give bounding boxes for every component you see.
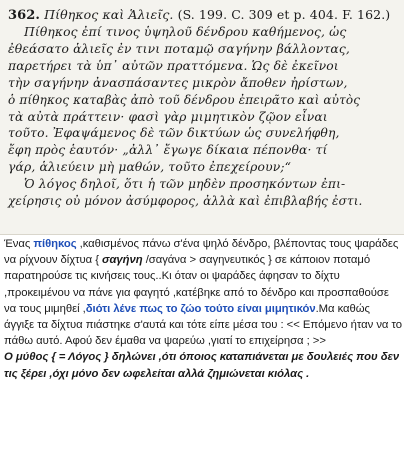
greek-line: ἔφη πρὸς ἑαυτόν· „ἀλλ᾽ ἔγωγε δίκαια πέπονθα· τί — [8, 143, 328, 158]
modern-greek-translation — [4, 236, 402, 382]
greek-line: ὁ πίθηκος καταβὰς ἀπὸ τοῦ δένδρου ἐπειρᾶτο καὶ αὐτὸς — [8, 92, 361, 107]
greek-line: χείρησις οὐ μόνον ἀσύμφορος, ἀλλὰ καὶ ἐπιβλαβής ἐστι. — [8, 194, 363, 209]
translation-text: /σαγάνα > σαγηνευτικός } σε κάποιον ποταμό παρατηρούσε τις κινήσεις τους..Κι όταν οι ψαράδες άφησαν το δίχτυ ,προκειμένου να πάνε για φαγητό ,κατέβηκε από το δένδρο και προσπαθούσε να τους μιμηθεί , — [4, 254, 389, 315]
translation-text: Ένας — [4, 238, 34, 250]
greek-line: Ὁ λόγος δηλοῖ, ὅτι ἡ τῶν μηδὲν προσηκόντων ἐπι- — [24, 177, 346, 192]
greek-line: τοῦτο. Ἐφαψάμενος δὲ τῶν δικτύων ὡς συνελήφθη, — [8, 126, 340, 141]
highlight-mimic: διότι λένε πως το ζώο τούτο είναι μιμητικόν — [85, 302, 316, 315]
fable-title: Πίθηκος καὶ Ἁλιεῖς. — [44, 7, 174, 22]
greek-line: παρετήρει τὰ ὑπ᾽ αὐτῶν πραττόμενα. Ὡς δὲ ἐκεῖνοι — [8, 58, 339, 73]
fable-heading — [8, 6, 400, 24]
greek-line: Πίθηκος ἐπί τινος ὑψηλοῦ δένδρου καθήμενος, ὡς — [24, 25, 347, 39]
highlight-sagini: σαγήνη — [102, 254, 143, 267]
greek-line: γάρ, ἁλιεύειν μὴ μαθών, τοῦτο ἐπεχείρουν;“ — [8, 160, 292, 175]
fable-number: 362. — [8, 8, 41, 23]
translation-text: .Μα καθώς άγγιξε τα δίχτυα πιάστηκε σ'αυτά και τότε είπε μέσα του : << Επόμενο ήταν να το πάθω αυτό. Αφού δεν έμαθα να ψαρεύω ,γιατί το επιχείρησα ; >> — [4, 302, 402, 348]
greek-line: ἐθεάσατο ἁλιεῖς ἐν τινι ποταμῷ σαγήνην βάλλοντας, — [8, 41, 350, 56]
translation-text: ,καθισμένος πάνω σ'ένα ψηλό δένδρο, βλέποντας τους ψαράδες να ρίχνουν δίχτυα { — [4, 238, 399, 267]
fable-references: (S. 199. C. 309 et p. 404. F. 162.) — [177, 7, 391, 22]
greek-line: τὴν σαγήνην ἀνασπάσαντες μικρὸν ἄποθεν ἠρίστων, — [8, 75, 348, 90]
greek-line: τὰ αὐτὰ πράττειν· φασὶ γὰρ μιμητικὸν ζῷον εἶναι — [8, 109, 328, 124]
highlight-monkey: πίθηκος — [33, 238, 77, 250]
translation-paragraph — [4, 236, 402, 349]
moral-paragraph: Ο μύθος { = Λόγος } δηλώνει ,ότι όποιος καταπιάνεται με δουλειές που δεν τις ξέρει ,όχι μόνο δεν ωφελείται αλλά ζημιώνεται κιόλας . — [4, 351, 400, 380]
greek-text-block — [8, 6, 400, 210]
